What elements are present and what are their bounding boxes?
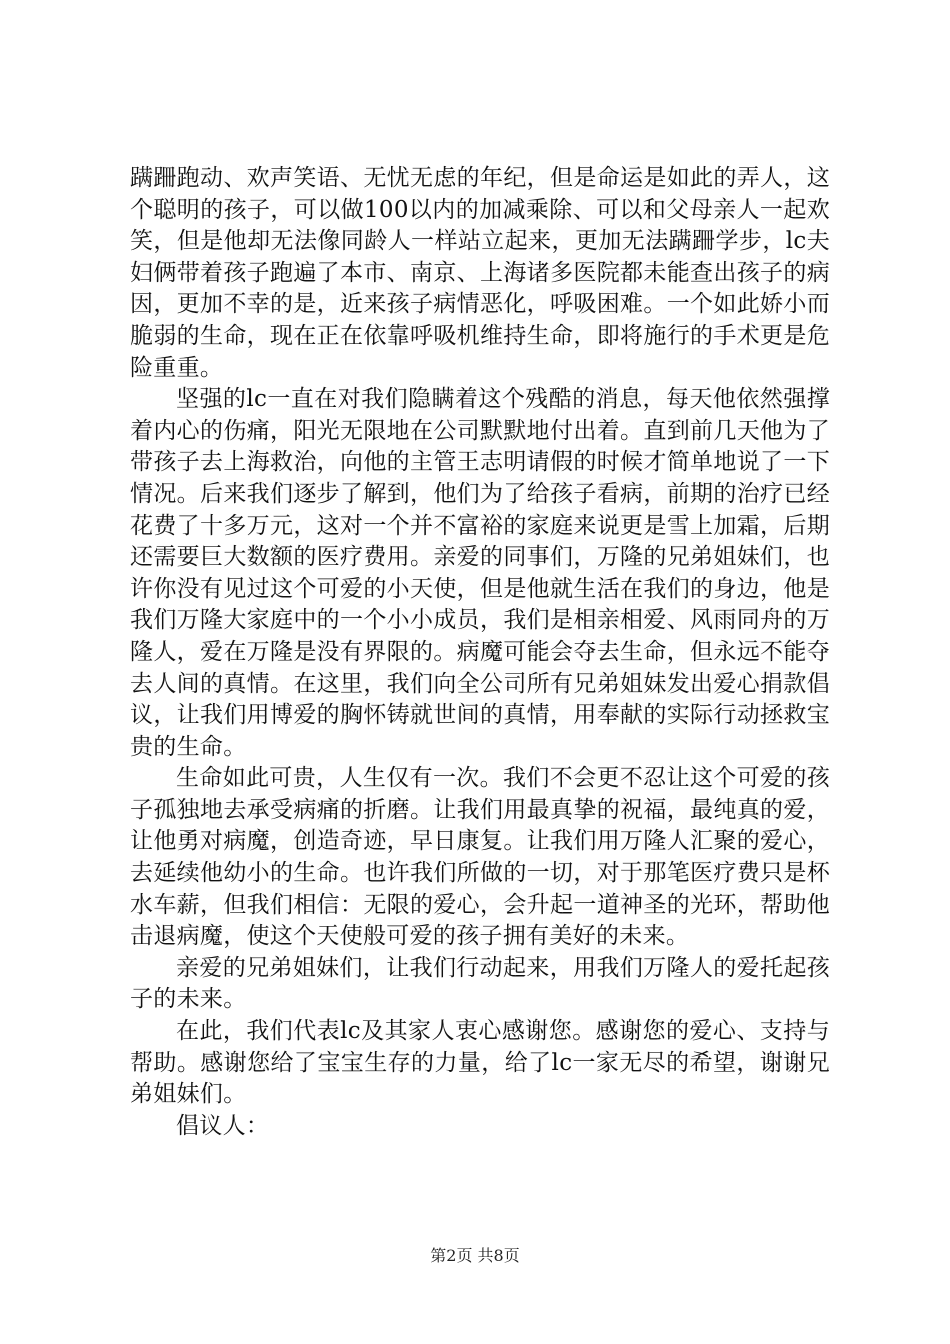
paragraph-concealment: 坚强的lc一直在对我们隐瞒着这个残酷的消息，每天他依然强撑着内心的伤痛，阳光无限地在公司默默地付出着。直到前几天他为了带孩子去上海救治，向他的主管王志明请假的时候才简单地说了一下情况。后来我们逐步了解到，他们为了给孩子看病，前期的治疗已经花费了十多万元，这对一个并不富裕的家庭来说更是雪上加霜，后期还需要巨大数额的医疗费用。亲爱的同事们，万隆的兄弟姐妹们，也许你没有见过这个可爱的小天使，但是他就生活在我们的身边，他是我们万隆大家庭中的一个小小成员，我们是相亲相爱、风雨同舟的万隆人，爱在万隆是没有界限的。病魔可能会夺去生命，但永远不能夺去人间的真情。在这里，我们向全公司所有兄弟姐妹发出爱心捐款倡议，让我们用博爱的胸怀铸就世间的真情，用奉献的实际行动拯救宝贵的生命。 xyxy=(130,386,830,760)
paragraph-initiator: 倡议人： xyxy=(176,1112,270,1139)
page-number-footer: 第2页 共8页 xyxy=(430,1246,520,1265)
document-body xyxy=(130,163,830,1142)
paragraph-call-to-action: 亲爱的兄弟姐妹们，让我们行动起来，用我们万隆人的爱托起孩子的未来。 xyxy=(130,954,830,1013)
paragraph-thanks: 在此，我们代表lc及其家人衷心感谢您。感谢您的爱心、支持与帮助。感谢您给了宝宝生存的力量，给了lc一家无尽的希望，谢谢兄弟姐妹们。 xyxy=(130,1018,830,1108)
paragraph-continuation: 蹒跚跑动、欢声笑语、无忧无虑的年纪，但是命运是如此的弄人，这个聪明的孩子，可以做100以内的加减乘除、可以和父母亲人一起欢笑，但是他却无法像同龄人一样站立起来，更加无法蹒跚学步，lc夫妇俩带着孩子跑遍了本市、南京、上海诸多医院都未能查出孩子的病因，更加不幸的是，近来孩子病情恶化，呼吸困难。一个如此娇小而脆弱的生命，现在正在依靠呼吸机维持生命，即将施行的手术更是危险重重。 xyxy=(130,165,830,381)
paragraph-life-precious: 生命如此可贵，人生仅有一次。我们不会更不忍让这个可爱的孩子孤独地去承受病痛的折磨。让我们用最真挚的祝福，最纯真的爱，让他勇对病魔，创造奇迹，早日康复。让我们用万隆人汇聚的爱心，去延续他幼小的生命。也许我们所做的一切，对于那笔医疗费只是杯水车薪，但我们相信：无限的爱心，会升起一道神圣的光环，帮助他击退病魔，使这个天使般可爱的孩子拥有美好的未来。 xyxy=(130,765,830,950)
